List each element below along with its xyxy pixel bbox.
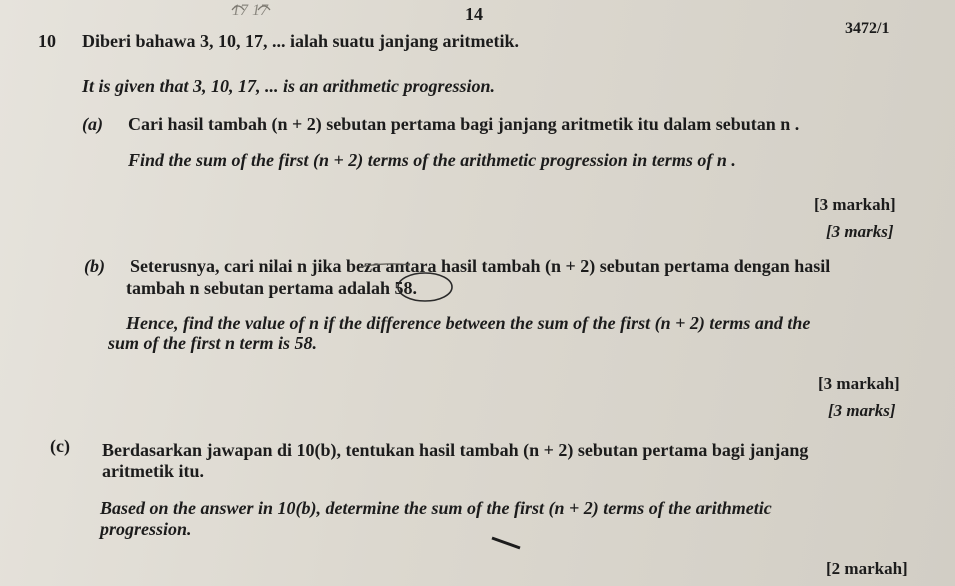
- part-b-english-line1: Hence, find the value of n if the difference between the sum of the first (n + 2) terms and the: [126, 313, 811, 333]
- part-c-english-line2: progression.: [100, 519, 192, 539]
- question-stem-english: It is given that 3, 10, 17, ... is an arithmetic progression.: [82, 76, 496, 96]
- part-a-english: Find the sum of the first (n + 2) terms of the arithmetic progression in terms of n .: [128, 150, 736, 170]
- part-a-marks-english: [3 marks]: [826, 222, 894, 241]
- handwritten-scribble: 17 17: [232, 2, 268, 19]
- part-c-malay-line2: aritmetik itu.: [102, 461, 204, 481]
- paper-code: 3472/1: [845, 20, 890, 37]
- part-a-marks-malay: [3 markah]: [814, 195, 896, 214]
- part-a-label: (a): [82, 114, 103, 134]
- part-b-malay-line1: Seterusnya, cari nilai n jika beza antara hasil tambah (n + 2) sebutan pertama dengan hasil: [130, 256, 831, 276]
- part-c-label: (c): [50, 436, 70, 456]
- part-b-malay-line2: tambah n sebutan pertama adalah 58.: [126, 278, 418, 298]
- part-b-marks-malay: [3 markah]: [818, 374, 900, 393]
- question-number: 10: [38, 31, 56, 51]
- question-stem-malay: Diberi bahawa 3, 10, 17, ... ialah suatu janjang aritmetik.: [82, 31, 520, 51]
- part-b-english-line2: sum of the first n term is 58.: [108, 333, 318, 353]
- part-c-malay-line1: Berdasarkan jawapan di 10(b), tentukan hasil tambah (n + 2) sebutan pertama bagi janjang: [102, 440, 809, 460]
- part-b-marks-english: [3 marks]: [828, 401, 896, 420]
- part-c-english-line1: Based on the answer in 10(b), determine the sum of the first (n + 2) terms of the arithmetic: [100, 498, 772, 518]
- part-a-malay: Cari hasil tambah (n + 2) sebutan pertama bagi janjang aritmetik itu dalam sebutan n .: [128, 114, 800, 134]
- part-b-label: (b): [84, 256, 105, 276]
- page-number: 14: [465, 4, 483, 24]
- part-c-marks-malay: [2 markah]: [826, 559, 908, 578]
